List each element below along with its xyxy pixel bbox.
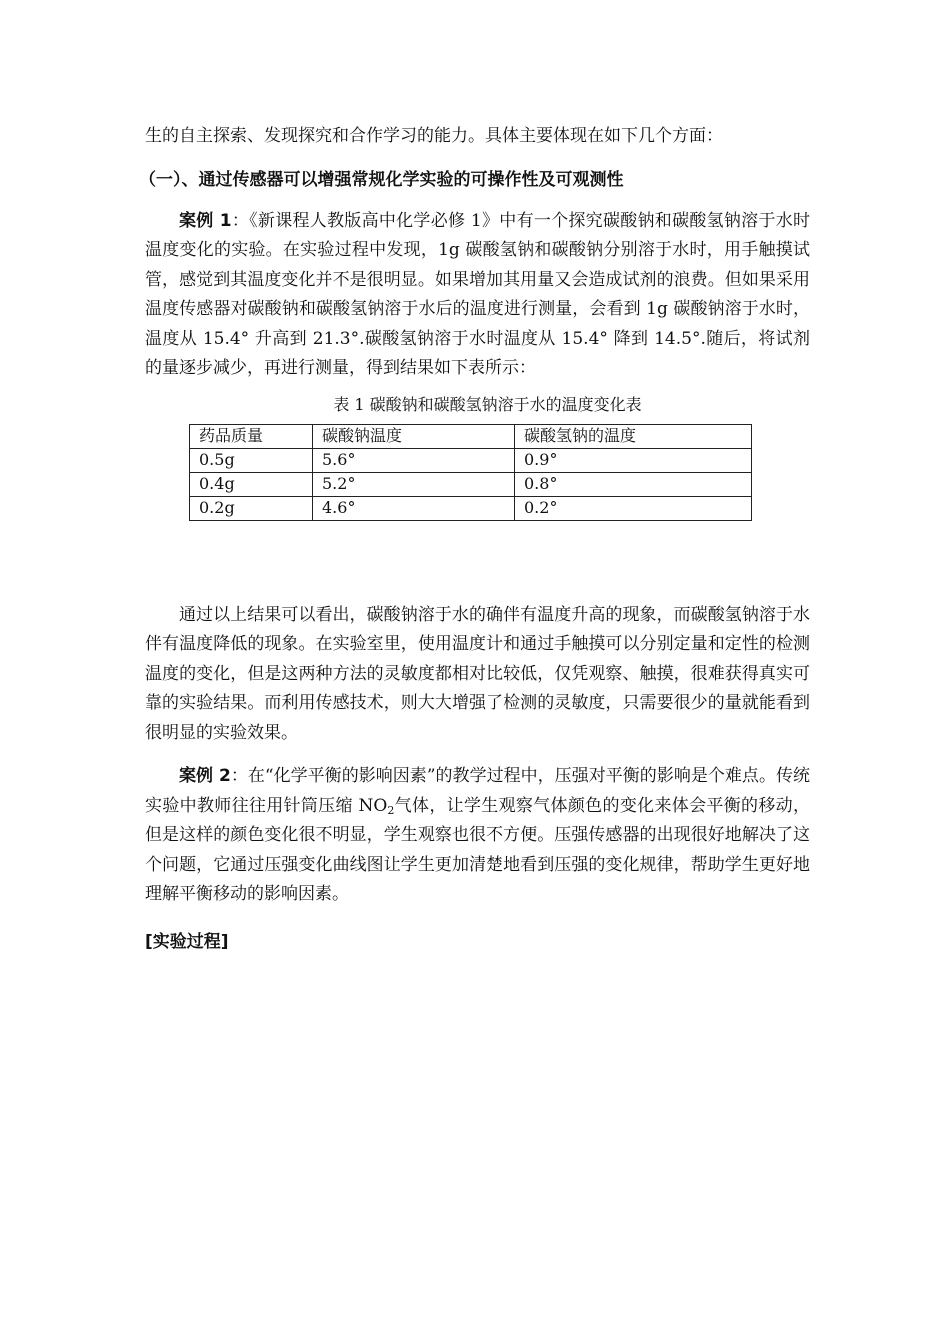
conclusion-paragraph: 通过以上结果可以看出，碳酸钠溶于水的确伴有温度升高的现象，而碳酸氢钠溶于水伴有温度降低的现象。在实验室里，使用温度计和通过手触摸可以分别定量和定性的检测温度的变化，但是这两种方法的灵敏度都相对比较低，仅凭观察、触摸，很难获得真实可靠的实验结果。而利用传感技术，则大大增强了检测的灵敏度，只需要很少的量就能看到很明显的实验效果。 [145,604,810,743]
table-caption: 表 1 碳酸钠和碳酸氢钠溶于水的温度变化表 [333,394,642,414]
table-cell: 5.6° [313,448,515,472]
table-cell: 4.6° [313,496,515,520]
case2-text-before: ：在“化学平衡的影响因素”的教学过程中，压强对平衡的影响是个难点。传统实验中教师往往用针筒压缩 NO [145,766,810,816]
case1-text: ：《新课程人教版高中化学必修 1》中有一个探究碳酸钠和碳酸氢钠溶于水时温度变化的实验。在实验过程中发现，1g 碳酸氢钠和碳酸钠分别溶于水时，用手触摸试管，感觉到其温度变化并不是很明显。如果增加其用量又会造成试剂的浪费。但如果采用温度传感器对碳酸钠和碳酸氢钠溶于水后的温度进行测量，会看到 1g 碳酸钠溶于水时，温度从 15.4° 升高到 21.3°.碳酸氢钠溶于水时温度从 15.4° 降到 14.5°.随后，将试剂的量逐步减少，再进行测量，得到结果如下表所示： [145,210,811,378]
case2-text-after: 气体，让学生观察气体颜色的变化来体会平衡的移动，但是这样的颜色变化很不明显，学生观察也很不方便。压强传感器的出现很好地解决了这个问题，它通过压强变化曲线图让学生更加清楚地看到压强的变化规律，帮助学生更好地理解平衡移动的影响因素。 [145,795,811,904]
table-cell: 0.8° [515,472,752,496]
table-header-cell: 碳酸钠温度 [313,424,515,448]
case1-label: 案例 1 [179,210,232,231]
table-cell: 0.9° [515,448,752,472]
table-row [190,496,752,520]
table-row [190,448,752,472]
table-cell: 0.2g [190,496,313,520]
experiment-process-heading: [实验过程] [145,931,229,952]
table-cell: 5.2° [313,472,515,496]
table-row [190,472,752,496]
temperature-table [189,424,752,521]
table-cell: 0.5g [190,448,313,472]
case2-paragraph [145,762,810,910]
table-header-cell: 碳酸氢钠的温度 [515,424,752,448]
document-body [139,122,811,957]
table-cell: 0.2° [515,496,752,520]
case2-label: 案例 2 [179,766,231,786]
intro-line: 生的自主探索、发现探究和合作学习的能力。具体主要体现在如下几个方面： [145,126,723,146]
section-heading: （一）、通过传感器可以增强常规化学实验的可操作性及可观测性 [139,169,624,190]
table-cell: 0.4g [190,472,313,496]
case2-subscript: 2 [387,803,395,817]
table-header-cell: 药品质量 [190,424,313,448]
table-header-row [190,424,752,448]
case1-paragraph [145,207,810,384]
